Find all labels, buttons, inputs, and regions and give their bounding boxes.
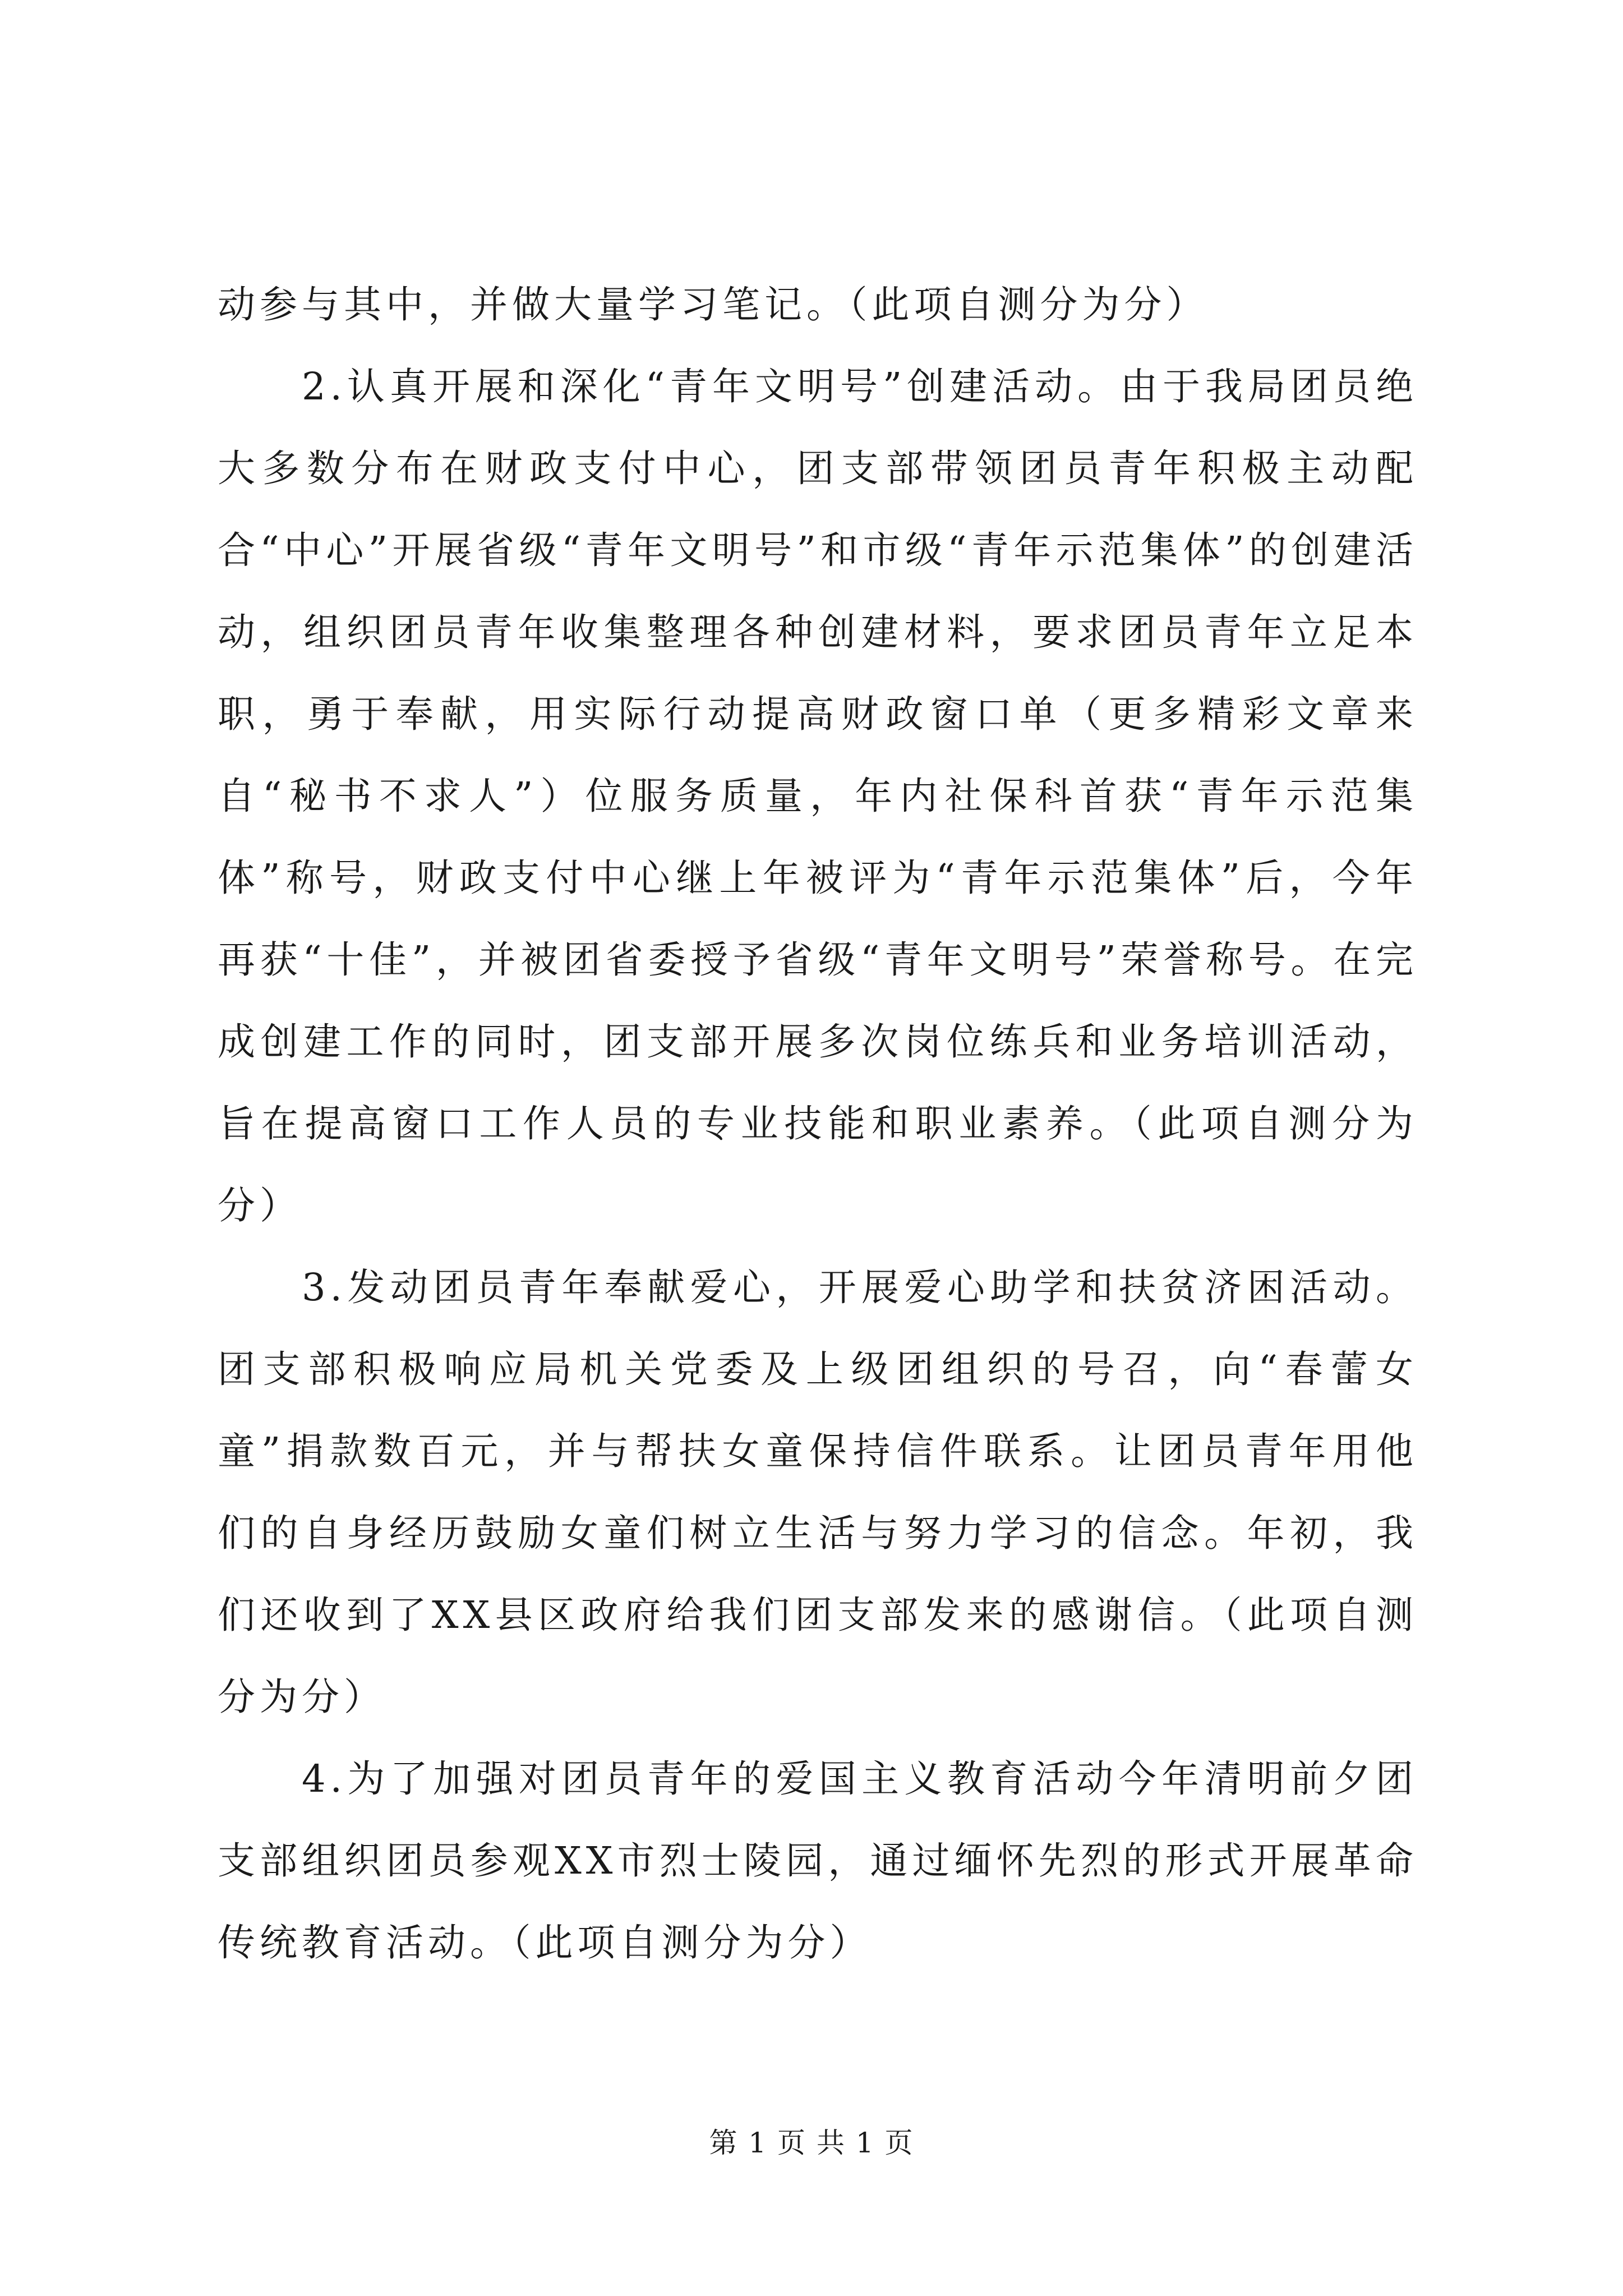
paragraph-item-3: 3.发动团员青年奉献爱心，开展爱心助学和扶贫济困活动。团支部积极响应局机关党委及上级团组织的号召，向“春蕾女童”捐款数百元，并与帮扶女童保持信件联系。让团员青年用他们的自身经历鼓励女童们树立生活与努力学习的信念。年初，我们还收到了XX县区政府给我们团支部发来的感谢信。（此项自测分为分） bbox=[218, 1266, 1418, 1719]
paragraph-item-2: 2.认真开展和深化“青年文明号”创建活动。由于我局团员绝大多数分布在财政支付中心，团支部带领团员青年积极主动配合“中心”开展省级“青年文明号”和市级“青年示范集体”的创建活动，组织团员青年收集整理各种创建材料，要求团员青年立足本职，勇于奉献，用实际行动提高财政窗口单（更多精彩文章来自“秘书不求人”）位服务质量，年内社保科首获“青年示范集体”称号，财政支付中心继上年被评为“青年示范集体”后，今年再获“十佳”，并被团省委授予省级“青年文明号”荣誉称号。在完成创建工作的同时，团支部开展多次岗位练兵和业务培训活动，旨在提高窗口工作人员的专业技能和职业素养。（此项自测分为分） bbox=[218, 365, 1418, 1227]
page-footer: 第 1 页 共 1 页 bbox=[709, 2127, 914, 2159]
paragraph-item-4: 4.为了加强对团员青年的爱国主义教育活动今年清明前夕团支部组织团员参观XX市烈士陵园，通过缅怀先烈的形式开展革命传统教育活动。（此项自测分为分） bbox=[218, 1757, 1418, 1964]
paragraph-continuation: 动参与其中，并做大量学习笔记。（此项自测分为分） bbox=[218, 283, 1209, 326]
document-body bbox=[218, 264, 1418, 1984]
